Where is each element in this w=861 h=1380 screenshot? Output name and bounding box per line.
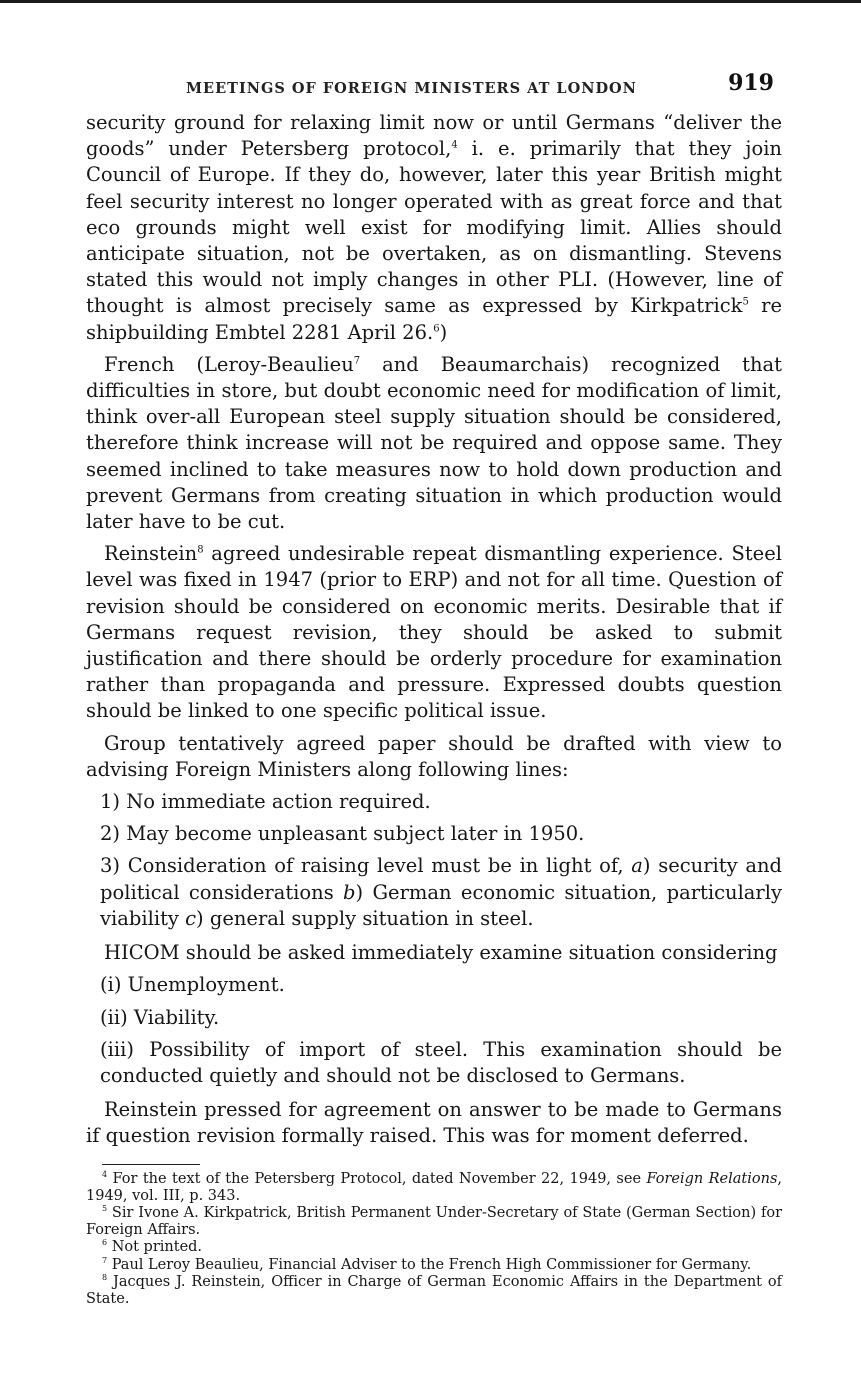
running-title: MEETINGS OF FOREIGN MINISTERS AT LONDON	[186, 80, 637, 97]
paragraph-hicom: HICOM should be asked immediately examine situation considering	[104, 941, 778, 965]
footnote-divider	[102, 1164, 200, 1165]
paragraph-french-position: French (Leroy-Beaulieu$^7$ and Beaumarchais) recognized that difficulties in store, but doubt economic need for modification of limit, think over-all European steel supply situation should be considered, therefore think increase will not be required and oppose same. They seemed inclined to take measures now to hold down production and prevent Germans from creating situation in which production would later have to be cut.	[86, 352, 782, 534]
top-border	[0, 0, 861, 3]
footnote-4: $^4$ For the text of the Petersberg Protocol, dated November 22, 1949, see Foreign Relations, 1949, vol. III, p. 343.	[86, 1169, 782, 1204]
list-item: (iii) Possibility of import of steel. This examination should be conducted quietly and should not be disclosed to Germans.	[100, 1037, 782, 1087]
numbered-list	[86, 789, 782, 932]
footnote-ref-5[interactable]: 5	[742, 296, 749, 308]
page-number: 919	[728, 70, 774, 96]
footnote-ref-4[interactable]: 4	[451, 139, 458, 151]
list-item: 1) No immediate action required.	[100, 790, 431, 814]
paragraph-security-ground: security ground for relaxing limit now or until Germans “deliver the goods” under Petersberg protocol,$^4$ i. e. primarily that they join Council of Europe. If they do, however, later this year British might feel security interest no longer operated with as great force and that eco grounds might well exist for modifying limit. Allies should anticipate situation, not be overtaken, as on dismantling. Stevens stated this would not imply changes in other PLI. (However, line of thought is almost precisely same as expressed by Kirkpatrick$^5$ re shipbuilding Embtel 2281 April 26.$^6$)	[86, 111, 783, 344]
paragraph-reinstein: Reinstein$^8$ agreed undesirable repeat dismantling experience. Steel level was fixed in 1947 (prior to ERP) and not for all time. Question of revision should be considered on economic merits. Desirable that if Germans request revision, they should be asked to submit justification and there should be orderly procedure for examination rather than propaganda and pressure. Expressed doubts question should be linked to one specific political issue.	[86, 542, 782, 723]
footnote-5: $^5$ Sir Ivone A. Kirkpatrick, British Permanent Under-Secretary of State (German Section) for Foreign Affairs.	[86, 1204, 782, 1239]
footnote-ref-8[interactable]: 8	[197, 544, 204, 556]
paragraph-reinstein-pressed: Reinstein pressed for agreement on answer to be made to Germans if question revision formally raised. This was for moment deferred.	[86, 1098, 782, 1148]
list-item: 3) Consideration of raising level must be in light of, a) security and political considerations b) German economic situation, particularly viability c) general supply situation in steel.	[100, 854, 783, 930]
footnotes	[86, 1171, 782, 1309]
footnote-7: $^7$ Paul Leroy Beaulieu, Financial Adviser to the French High Commissioner for Germany.	[102, 1255, 752, 1273]
roman-list	[86, 972, 782, 1089]
footnote-ref-7[interactable]: 7	[353, 355, 361, 367]
paragraph-group-agreement: Group tentatively agreed paper should be drafted with view to advising Foreign Ministers along following lines:	[86, 731, 782, 781]
running-head	[86, 70, 782, 110]
footnote-ref-6[interactable]: 6	[433, 323, 440, 335]
footnote-8: $^8$ Jacques J. Reinstein, Officer in Charge of German Economic Affairs in the Department of State.	[86, 1272, 782, 1307]
body-text	[86, 110, 782, 1150]
footnote-6: $^6$ Not printed.	[102, 1238, 203, 1256]
list-item: (i) Unemployment.	[100, 973, 285, 997]
document-page	[86, 70, 782, 1308]
list-item: (ii) Viability.	[100, 1005, 220, 1029]
list-item: 2) May become unpleasant subject later in 1950.	[100, 822, 585, 846]
